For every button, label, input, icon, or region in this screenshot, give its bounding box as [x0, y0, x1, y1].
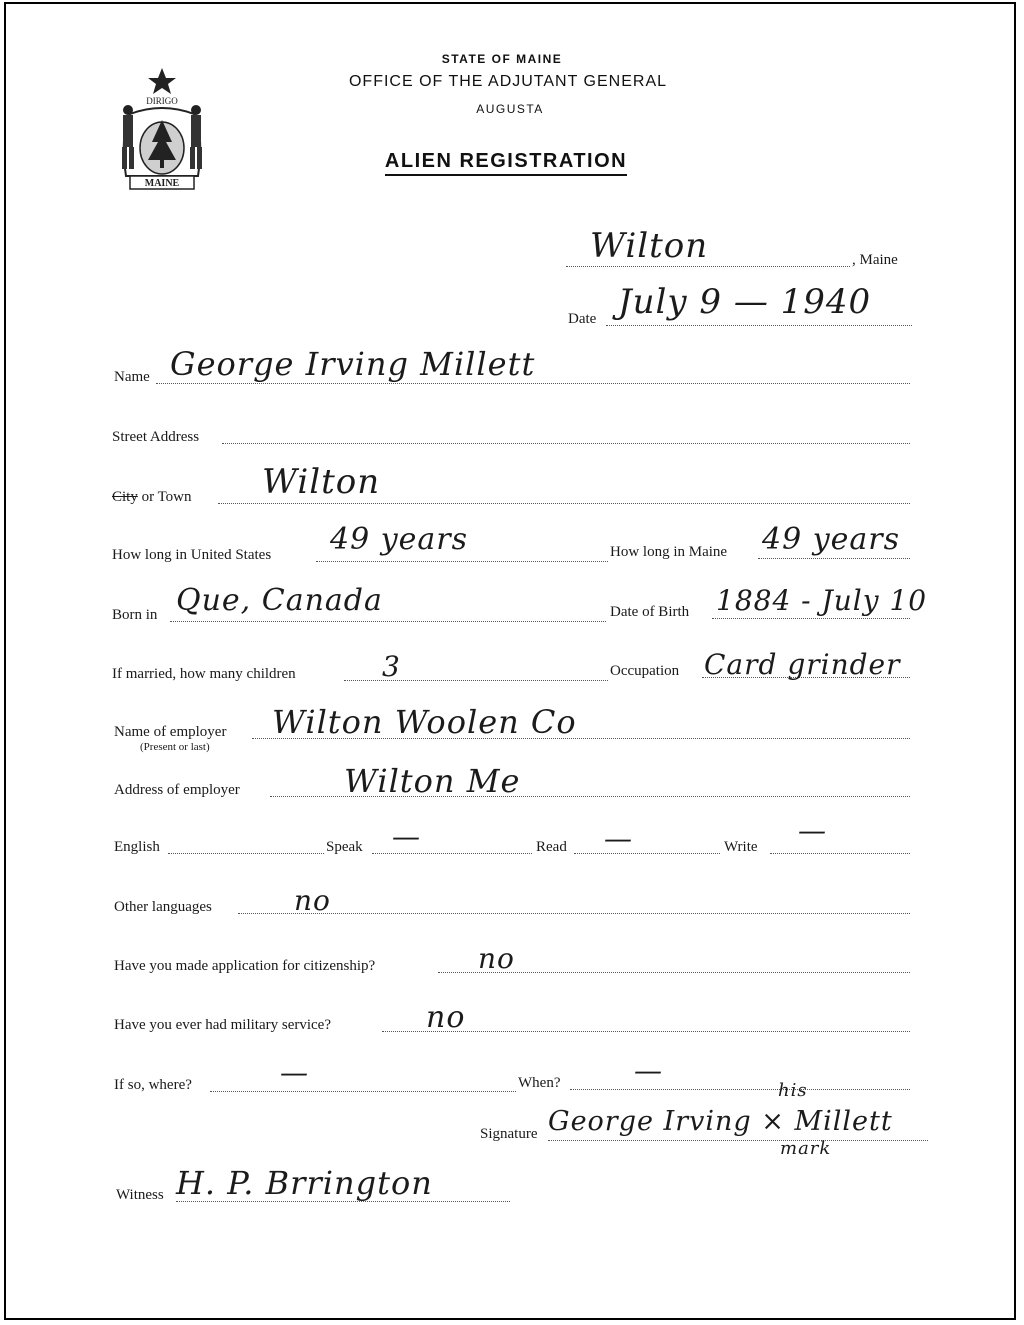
when-label: When?: [518, 1075, 561, 1091]
employer-label: Name of employer: [114, 724, 227, 740]
where-value: —: [280, 1056, 309, 1089]
date-of-birth-label: Date of Birth: [610, 604, 690, 620]
military-label: Have you ever had military service?: [114, 1017, 331, 1033]
witness-label: Witness: [116, 1187, 164, 1203]
header-city: AUGUSTA: [476, 102, 544, 116]
where-line: [210, 1091, 516, 1092]
other-languages-value: no: [294, 884, 331, 917]
svg-text:DIRIGO: DIRIGO: [146, 96, 178, 106]
employer-sublabel: (Present or last): [140, 741, 210, 753]
date-value: July 9 — 1940: [618, 282, 872, 322]
citizenship-label: Have you made application for citizenship?: [114, 958, 376, 974]
speak-line: [372, 853, 532, 854]
name-label: Name: [114, 369, 150, 385]
when-value: —: [634, 1054, 663, 1087]
how-long-us-label: How long in United States: [112, 547, 272, 563]
signature-mark-above: his: [778, 1080, 808, 1101]
speak-value: —: [392, 820, 421, 853]
born-in-value: Que, Canada: [176, 583, 383, 618]
signature-value: George Irving × Millett: [548, 1106, 893, 1137]
name-value: George Irving Millett: [170, 345, 536, 383]
how-long-maine-line: [758, 558, 910, 559]
employer-address-value: Wilton Me: [344, 762, 521, 800]
header-state: STATE OF MAINE: [441, 52, 563, 66]
speak-label: Speak: [326, 839, 363, 855]
street-address-line: [222, 443, 910, 444]
employer-address-label: Address of employer: [114, 782, 240, 798]
english-label: English: [114, 839, 160, 855]
when-line: [570, 1089, 910, 1090]
signature-label: Signature: [480, 1126, 538, 1142]
citizenship-value: no: [478, 942, 515, 975]
born-in-label: Born in: [112, 607, 158, 623]
born-in-line: [170, 621, 606, 622]
english-line: [168, 853, 324, 854]
date-line: [606, 325, 912, 326]
read-value: —: [604, 822, 633, 855]
header-office: OFFICE OF THE ADJUTANT GENERAL: [348, 73, 668, 90]
write-line: [770, 853, 910, 854]
witness-value: H. P. Brrington: [176, 1164, 433, 1202]
city-town-value: Wilton: [262, 462, 381, 502]
city-town-label: City or Town: [112, 489, 192, 505]
employer-value: Wilton Woolen Co: [272, 703, 577, 741]
how-long-maine-label: How long in Maine: [610, 544, 728, 560]
children-value: 3: [382, 650, 401, 683]
city-town-line: [218, 503, 910, 504]
signature-line: [548, 1140, 928, 1141]
where-label: If so, where?: [114, 1077, 192, 1093]
how-long-us-line: [316, 561, 608, 562]
how-long-maine-value: 49 years: [762, 522, 901, 557]
town-line: [566, 266, 850, 267]
name-line: [156, 383, 910, 384]
write-label: Write: [724, 839, 758, 855]
read-line: [574, 853, 720, 854]
read-label: Read: [536, 839, 567, 855]
children-label: If married, how many children: [112, 666, 296, 682]
town-suffix-label: , Maine: [852, 252, 898, 268]
street-address-label: Street Address: [112, 429, 200, 445]
occupation-value: Card grinder: [704, 648, 901, 681]
other-languages-line: [238, 913, 910, 914]
town-value: Wilton: [590, 226, 709, 266]
signature-mark-below: mark: [780, 1138, 832, 1159]
write-value: —: [798, 814, 827, 847]
date-label: Date: [568, 311, 597, 327]
military-value: no: [426, 1000, 466, 1035]
date-of-birth-line: [712, 618, 910, 619]
form-title: ALIEN REGISTRATION: [0, 150, 1018, 173]
seal-motto: MAINE: [144, 178, 180, 189]
other-languages-label: Other languages: [114, 899, 212, 915]
date-of-birth-value: 1884 - July 10: [716, 584, 928, 617]
occupation-label: Occupation: [610, 663, 680, 679]
how-long-us-value: 49 years: [330, 522, 469, 557]
